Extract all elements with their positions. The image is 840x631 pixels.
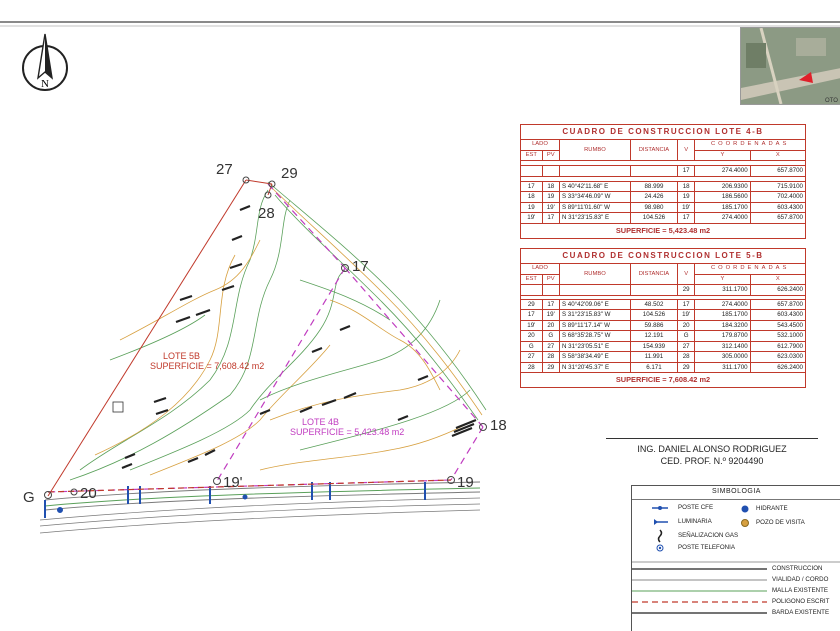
north-arrow-icon [23, 34, 67, 90]
legend-title: SIMBOLOGIA [712, 488, 761, 495]
table-row: G 27 N 31°23'05.51" E 154.939 27 312.1400 612.7900 [521, 341, 806, 352]
manhole-icon [742, 520, 749, 527]
vertex-label-18: 18 [490, 417, 507, 434]
vertex-label-20: 20 [80, 485, 97, 502]
col-rumbo: RUMBO [559, 264, 630, 285]
legend-vialidad: VIALIDAD / CORDO [772, 576, 829, 583]
table-row: 17 18 S 40°42'11.68" E 88.999 18 206.9300 715.9100 [521, 181, 806, 192]
vertex-label-g: G [23, 489, 35, 506]
lote-5b-name: LOTE 5B [163, 351, 201, 361]
table-4b-title: CUADRO DE CONSTRUCCION LOTE 4-B [521, 125, 806, 140]
legend-barda: BARDA EXISTENTE [772, 609, 830, 616]
table-row: 17 274.4000 657.8700 [521, 166, 806, 177]
col-est: EST [521, 274, 543, 285]
col-distancia: DISTANCIA [630, 140, 677, 161]
col-coordenadas: COORDENADAS [695, 140, 806, 151]
legend-poligono: POLIGONO ESCRIT [772, 598, 830, 605]
legend-hidrante: HIDRANTE [756, 505, 788, 512]
vertex-label-19-prime: 19' [223, 474, 243, 491]
table-row: 19' 17 N 31°23'15.83" E 104.526 17 274.4000 657.8700 [521, 213, 806, 224]
table-4b-superficie: SUPERFICIE = 5,423.48 m2 [521, 223, 806, 238]
col-y: Y [695, 150, 750, 161]
legend-poste-tel: POSTE TELEFONIA [678, 544, 735, 551]
construction-table-4b [520, 124, 806, 239]
col-y: Y [695, 274, 750, 285]
col-v: V [677, 140, 694, 161]
table-5b-superficie: SUPERFICIE = 7,608.42 m2 [521, 373, 806, 388]
legend-senal-gas: SEÑALIZACION GAS [678, 532, 739, 539]
col-lado: LADO [521, 140, 560, 151]
table-row: 19' 20 S 89°11'17.14" W 59.886 20 184.3200 543.4500 [521, 320, 806, 331]
legend-pozo: POZO DE VISITA [756, 519, 805, 526]
legend-construccion: CONSTRUCCION [772, 565, 823, 572]
col-v: V [677, 264, 694, 285]
lote-4b-name: LOTE 4B [302, 417, 340, 427]
contour-lines [70, 182, 486, 480]
table-row: 29 311.1700 626.2400 [521, 285, 806, 296]
table-row: 20 G S 68°35'28.75" W 12.191 G 179.8700 532.1000 [521, 331, 806, 342]
hydrant-icon [742, 506, 749, 513]
gas-sign-icon [659, 530, 662, 542]
legend-malla: MALLA EXISTENTE [772, 587, 829, 594]
table-5b-title: CUADRO DE CONSTRUCCION LOTE 5-B [521, 249, 806, 264]
vertex-label-17: 17 [352, 258, 369, 275]
professional-id: CED. PROF. N.º 9204490 [660, 456, 764, 466]
vertex-markers [45, 177, 487, 499]
telephone-post-icon [657, 545, 663, 551]
legend-luminaria: LUMINARIA [678, 518, 712, 525]
north-label: N [41, 78, 49, 90]
vertex-label-28: 28 [258, 205, 275, 222]
lote-4b-area: SUPERFICIE = 5,423.48 m2 [290, 427, 405, 437]
table-row: 18 19 S 33°34'46.09" W 24.426 19 186.5600 702.4000 [521, 192, 806, 203]
poste-cfe-icon [652, 506, 668, 510]
table-row: 17 19' S 31°23'15.83" W 104.526 19' 185.1700 603.4300 [521, 310, 806, 321]
vertex-label-29: 29 [281, 165, 298, 182]
table-row: 19 19' S 89°11'01.60" W 98.980 19' 185.1700 603.4300 [521, 202, 806, 213]
col-est: EST [521, 150, 543, 161]
aerial-thumbnail [740, 27, 840, 105]
col-lado: LADO [521, 264, 560, 275]
road [40, 482, 480, 533]
map-thumb-label: OTO [825, 98, 838, 104]
col-rumbo: RUMBO [559, 140, 630, 161]
col-x: X [750, 150, 805, 161]
col-pv: PV [542, 274, 559, 285]
construction-table-5b [520, 248, 806, 388]
col-distancia: DISTANCIA [630, 264, 677, 285]
col-pv: PV [542, 150, 559, 161]
engineer-name: ING. DANIEL ALONSO RODRIGUEZ [637, 444, 787, 454]
signature-block [606, 438, 836, 467]
col-coordenadas: COORDENADAS [695, 264, 806, 275]
vertex-label-19: 19 [457, 474, 474, 491]
legend-poste-cfe: POSTE CFE [678, 504, 714, 511]
boundary [48, 180, 272, 496]
lote-5b-area: SUPERFICIE = 7,608.42 m2 [150, 361, 265, 371]
vertex-label-27: 27 [216, 161, 233, 178]
col-x: X [750, 274, 805, 285]
table-row: 28 29 N 31°20'45.37" E 6.171 29 311.1700 626.2400 [521, 362, 806, 373]
table-row: 27 28 S 58°38'34.49" E 11.991 28 305.0000 623.0300 [521, 352, 806, 363]
table-row: 29 17 S 40°42'09.06" E 48.502 17 274.4000 657.8700 [521, 299, 806, 310]
symbology-legend [631, 485, 840, 631]
luminaria-icon [654, 519, 668, 525]
structure-marker [113, 402, 123, 412]
